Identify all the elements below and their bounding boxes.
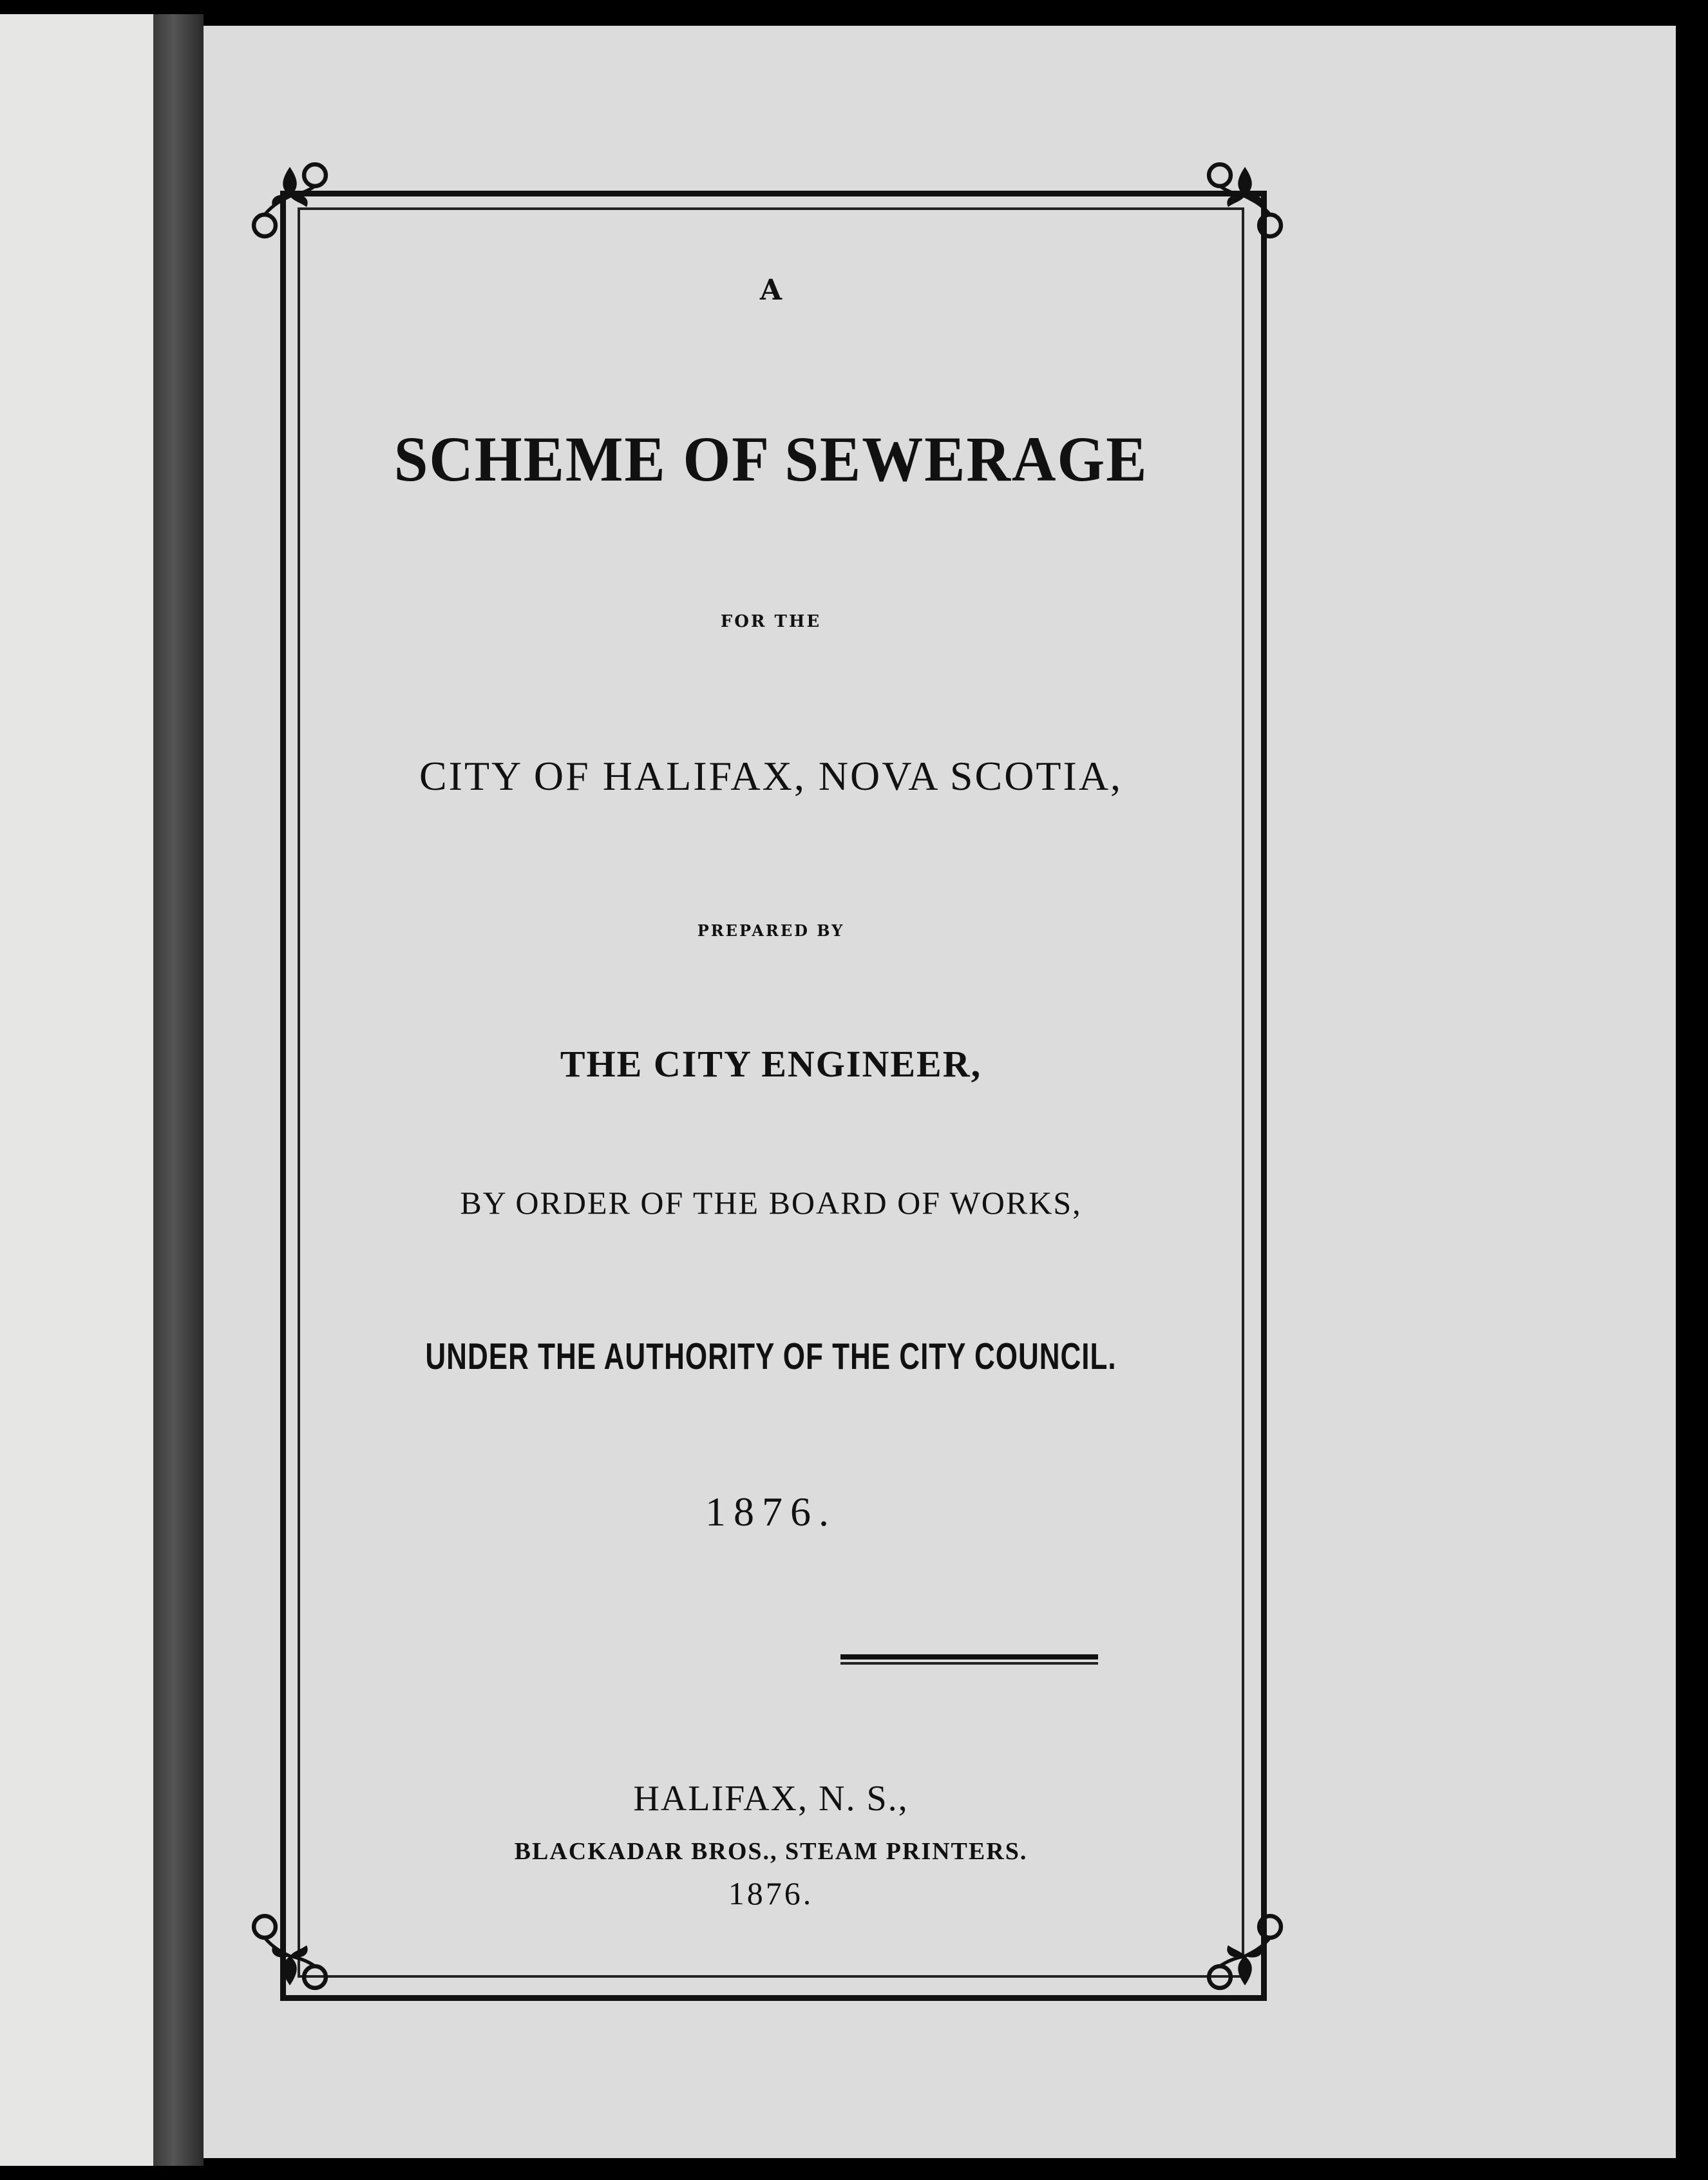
facing-blank-page — [0, 14, 153, 2166]
fleur-de-lis-scroll-icon — [1203, 158, 1287, 242]
order-line: BY ORDER OF THE BOARD OF WORKS, — [460, 1185, 1082, 1221]
author-line: THE CITY ENGINEER, — [560, 1043, 982, 1085]
fleur-de-lis-scroll-icon — [1203, 1910, 1287, 1994]
prepared-by-caption: PREPARED BY — [697, 921, 845, 940]
book-gutter — [153, 14, 204, 2166]
authority-line: UNDER THE AUTHORITY OF THE CITY COUNCIL. — [425, 1336, 1117, 1378]
main-title: SCHEME OF SEWERAGE — [394, 423, 1148, 495]
fleur-de-lis-scroll-icon — [248, 1910, 332, 1994]
imprint-place: HALIFAX, N. S., — [633, 1779, 909, 1819]
fleur-de-lis-scroll-icon — [248, 158, 332, 242]
imprint-printer: BLACKADAR BROS., STEAM PRINTERS. — [514, 1838, 1028, 1865]
for-the-caption: FOR THE — [720, 612, 822, 631]
title-article: A — [759, 274, 783, 307]
imprint-year: 1876. — [728, 1875, 814, 1911]
double-rule-divider — [840, 1654, 1098, 1665]
city-line: CITY OF HALIFAX, NOVA SCOTIA, — [419, 753, 1123, 799]
publication-year: 1876. — [705, 1489, 837, 1535]
